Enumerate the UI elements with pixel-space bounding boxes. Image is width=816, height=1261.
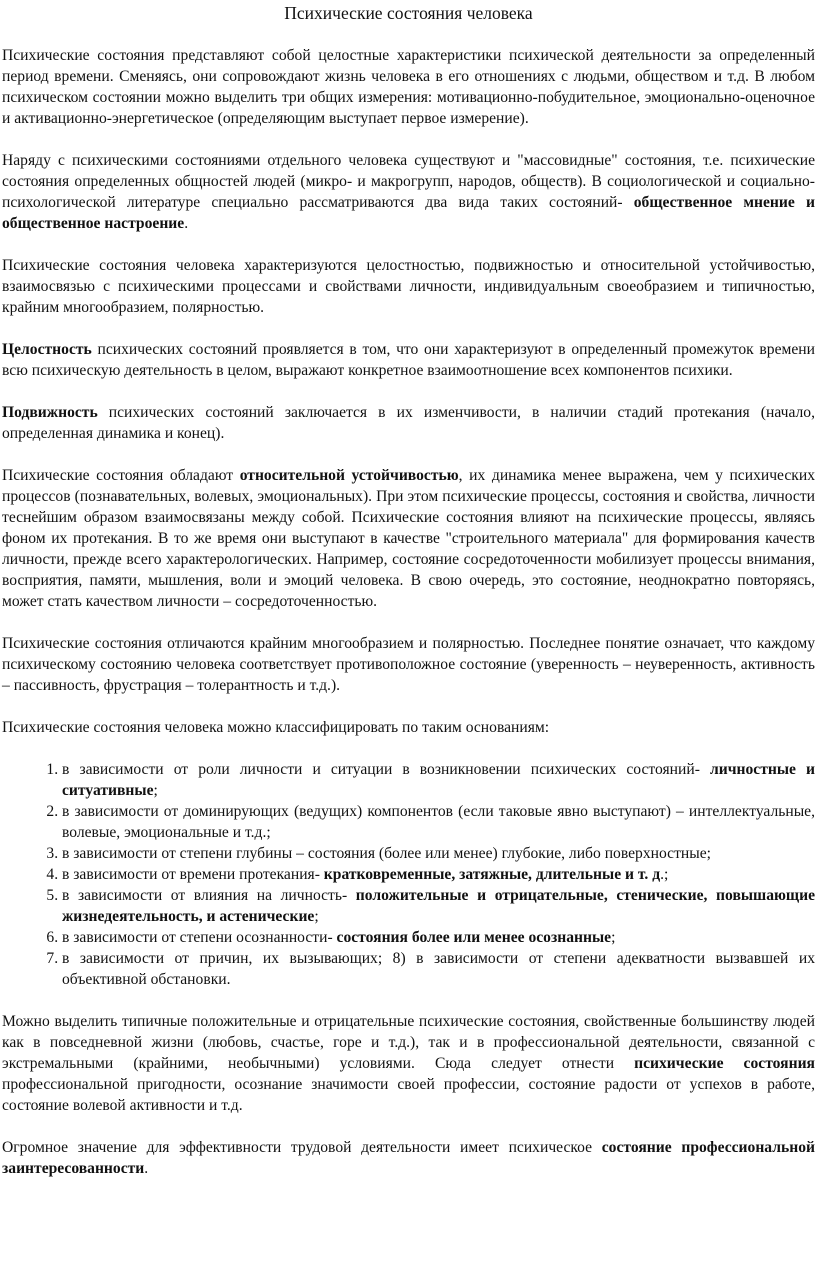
- paragraph-text: Можно выделить типичные положительные и отрицательные психические состояния, свойственные большинству людей как в повседневной жизни (любовь, счастье, горе и т.д.), так и в профессиональной деятельности, связанной с экстремальными (крайними, необычными) условиями. Сюда следует отнести: [2, 1013, 815, 1072]
- list-item: 4. в зависимости от времени протекания- кратковременные, затяжные, длительные и т. д.;: [62, 864, 815, 885]
- classification-list: [2, 759, 815, 990]
- paragraph-intro: Психические состояния представляют собой целостные характеристики психической деятельности за определенный период времени. Сменяясь, они сопровождают жизнь человека в его отношениях с людьми, обществом и т.д. В любом психическом состоянии можно выделить три общих измерения: мотивационно-побудительное, эмоционально-оценочное и активационно-энергетическое (определяющим выступает первое измерение).: [2, 47, 815, 127]
- bold-term: относительной устойчивостью: [239, 467, 459, 484]
- list-item: 7. в зависимости от причин, их вызывающих; 8) в зависимости от степени адекватности вызвавшей их объективной обстановки.: [62, 948, 815, 990]
- bold-term: состояние профессиональной заинтересованности: [2, 1139, 816, 1177]
- paragraph-text: Наряду с психическими состояниями отдельного человека существуют и "массовидные" состояния, т.е. психические состояния определенных общностей людей (микро- и макрогрупп, народов, обществ). В социологической и социально-психологической литературе специально рассматриваются два вида таких состояний-: [2, 152, 815, 211]
- list-item: 5. в зависимости от влияния на личность- положительные и отрицательные, стенические, повышающие жизнедеятельность, и астенические;: [62, 885, 815, 927]
- paragraph-text: Огромное значение для эффективности трудовой деятельности имеет психическое: [2, 1139, 602, 1156]
- bold-term: психические состояния: [634, 1055, 815, 1072]
- paragraph-text: психических состояний заключается в их изменчивости, в наличии стадий протекания (начало, определенная динамика и конец).: [2, 404, 815, 442]
- paragraph-polarity: Психические состояния отличаются крайним многообразием и полярностью. Последнее понятие означает, что каждому психическому состоянию человека соответствует противоположное состояние (уверенность – неуверенность, активность – пассивность, фрустрация – толерантность и т.д.).: [2, 635, 815, 694]
- paragraph-pre: Психические состояния обладают: [2, 467, 240, 484]
- page-title: Психические состояния человека: [284, 3, 533, 23]
- paragraph-characteristics: Психические состояния человека характеризуются целостностью, подвижностью и относительной устойчивостью, взаимосвязью с психическими процессами и свойствами личности, индивидуальным своеобразием и типичностью, крайним многообразием, полярностью.: [2, 257, 815, 316]
- list-item: 2. в зависимости от доминирующих (ведущих) компонентов (если таковые явно выступают) – интеллектуальные, волевые, эмоциональные и т.д.;: [62, 801, 815, 843]
- paragraph-text: , их динамика менее выражена, чем у психических процессов (познавательных, волевых, эмоциональных). При этом психические процессы, состояния и свойства, личности теснейшим образом взаимосвязаны между собой. Психические состояния влияют на психические процессы, являясь фоном их протекания. В то же время они выступают в качестве "строительного материала" для формирования качеств личности, прежде всего характерологических. Например, состояние сосредоточенности мобилизует процессы внимания, восприятия, памяти, мышления, воли и эмоций человека. В свою очередь, это состояние, неоднократно повторяясь, может стать качеством личности – сосредоточенностью.: [2, 467, 815, 610]
- paragraph-professional-interest: [2, 1137, 815, 1179]
- list-item: 6. в зависимости от степени осознанности- состояния более или менее осознанные;: [62, 927, 815, 948]
- paragraph-mobility: [2, 402, 815, 444]
- paragraph-typical-states: [2, 1011, 815, 1116]
- paragraph-tail: .: [144, 1160, 149, 1177]
- paragraph-stability: [2, 465, 815, 612]
- paragraph-text: психических состояний проявляется в том, что они характеризуют в определенный промежуток времени всю психическую деятельность в целом, выражают конкретное взаимоотношение всех компонентов психики.: [2, 341, 815, 379]
- bold-term: Подвижность: [2, 404, 98, 421]
- paragraph-classification-intro: Психические состояния человека можно классифицировать по таким основаниям:: [2, 719, 550, 736]
- paragraph-tail: .: [184, 215, 189, 232]
- paragraph-integrity: [2, 339, 815, 381]
- list-item: 3. в зависимости от степени глубины – состояния (более или менее) глубокие, либо поверхностные;: [62, 843, 815, 864]
- paragraph-mass-states: [2, 150, 815, 234]
- bold-term: общественное мнение и общественное настроение: [2, 194, 815, 232]
- paragraph-tail: профессиональной пригодности, осознание значимости своей профессии, состояние радости от успехов в работе, состояние волевой активности и т.д.: [2, 1076, 815, 1114]
- list-item: 1. в зависимости от роли личности и ситуации в возникновении психических состояний- личностные и ситуативные;: [62, 759, 815, 801]
- bold-term: Целостность: [2, 341, 92, 358]
